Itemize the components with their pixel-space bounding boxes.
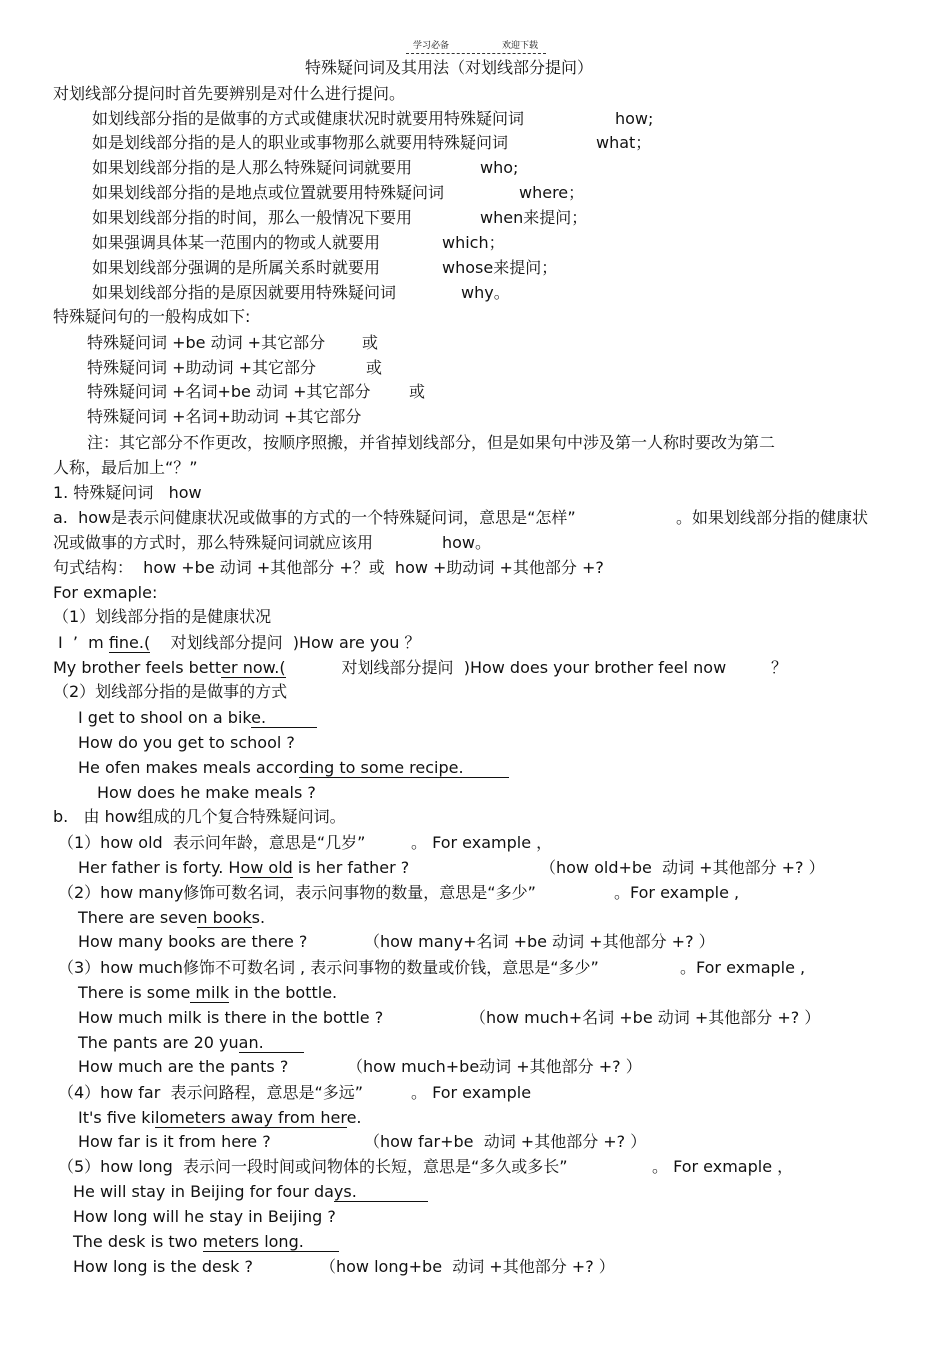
item-head: （5）how long 表示问一段时间或问物体的长短，意思是“多久或多长” [58, 1157, 568, 1176]
underlined-part: ding to some recipe. [299, 758, 510, 777]
page-title: 特殊疑问词及其用法（对划线部分提问） [305, 58, 594, 77]
formula: （how many+名词 +be 动词 +其他部分 +? ） [364, 932, 715, 951]
example-question: How many books are there ? [78, 932, 308, 951]
structure-line: 特殊疑问词 +名词+be 动词 +其它部分 [87, 382, 371, 401]
underlined-part: n book [197, 908, 252, 927]
section-title: 1. 特殊疑问词 how [53, 483, 202, 502]
structure-line: 特殊疑问词 +名词+助动词 +其它部分 [87, 407, 362, 426]
header-right: 欢迎下载 [502, 41, 539, 51]
item-head: （2）how many修饰可数名词，表示问事物的数量，意思是“多少” [58, 883, 536, 902]
paragraph-line: 况或做事的方式时，那么特殊疑问词就应该用 [53, 533, 374, 552]
example-sentence: The pants are 20 yuan. [78, 1033, 305, 1052]
underlined-part: er now.( [221, 658, 286, 677]
rule-word: whose来提问； [442, 258, 558, 277]
rule-word: what； [596, 133, 652, 152]
example-sentence: There are seven books. [78, 908, 266, 927]
item-head: （4）how far 表示问路程，意思是“多远” [58, 1083, 364, 1102]
example-sentence: I ’ m fine.( 对划线部分提问 )How are you ？ [58, 633, 421, 652]
example-sentence: Her father is forty. How old is her father ? [78, 858, 410, 877]
structure-line: 特殊疑问词 +助动词 +其它部分 [87, 358, 316, 377]
paragraph-line: a. how是表示问健康状况或做事的方式的一个特殊疑问词，意思是“怎样” [53, 508, 576, 527]
intro-text: 对划线部分提问时首先要辨别是对什么进行提问。 [53, 84, 406, 103]
note-line: 注：其它部分不作更改，按顺序照搬，并省掉划线部分，但是如果句中涉及第一人称时要改为第二 [87, 433, 776, 452]
structure-or: 或 [362, 333, 379, 352]
rule-line: 如果划线部分指的是原因就要用特殊疑问词 [92, 283, 397, 302]
example-label: For exmaple: [53, 583, 158, 602]
formula: （how long+be 动词 +其他部分 +? ） [320, 1257, 615, 1276]
formula: （how old+be 动词 +其他部分 +? ） [540, 858, 825, 877]
structure-heading: 特殊疑问句的一般构成如下: [53, 307, 251, 326]
rule-line: 如果划线部分指的时间，那么一般情况下要用 [92, 208, 413, 227]
example-sentence: He ofen makes meals according to some recipe. [78, 758, 510, 777]
rule-word: how; [615, 109, 654, 128]
formula: （how much+名词 +be 动词 +其他部分 +? ） [470, 1008, 821, 1027]
rule-word: which； [442, 233, 505, 252]
case-title: （2）划线部分指的是做事的方式 [53, 682, 288, 701]
example-sentence: The desk is two meters long. [73, 1232, 340, 1251]
item-tail: 。 For example ， [411, 833, 553, 852]
example-sentence: He will stay in Beijing for four days. [73, 1182, 429, 1201]
structure-or: 或 [366, 358, 383, 377]
paragraph-line: how。 [442, 533, 492, 552]
structure-or: 或 [409, 382, 426, 401]
underlined-part: ys. [333, 1182, 429, 1201]
paragraph-line: 。如果划线部分指的健康状 [676, 508, 869, 527]
header-left: 学习必备 [413, 41, 450, 51]
item-tail: 。For exmaple , [680, 958, 806, 977]
formula: （how much+be动词 +其他部分 +? ） [347, 1057, 642, 1076]
underlined-part: fine.( [108, 633, 151, 652]
example-question: How long will he stay in Beijing ? [73, 1207, 336, 1226]
rule-word: when来提问； [480, 208, 588, 227]
example-sentence: I get to shool on a bike. [78, 708, 317, 727]
case-title: （1）划线部分指的是健康状况 [53, 607, 272, 626]
item-head: （3）how much修饰不可数名词 , 表示问事物的数量或价钱，意思是“多少” [58, 958, 599, 977]
structure-line: 特殊疑问词 +be 动词 +其它部分 [87, 333, 326, 352]
example-question: How do you get to school ? [78, 733, 295, 752]
underlined-part: an. [238, 1033, 305, 1052]
underlined-part: lometers away from her [155, 1108, 347, 1127]
underlined-part: meters long. [202, 1232, 340, 1251]
rule-line: 如果划线部分指的是人那么特殊疑问词就要用 [92, 158, 413, 177]
example-sentence: My brother feels better now.( 对划线部分提问 )How does your brother feel now [53, 658, 727, 677]
section-title: b. 由 how组成的几个复合特殊疑问词。 [53, 807, 346, 826]
question-mark: ？ [771, 658, 788, 677]
header-rule [406, 53, 546, 54]
example-question: How much are the pants ? [78, 1057, 289, 1076]
example-question: How long is the desk ? [73, 1257, 253, 1276]
underlined-part: milk [190, 983, 230, 1002]
formula: （how far+be 动词 +其他部分 +? ） [364, 1132, 647, 1151]
rule-word: why。 [461, 283, 510, 302]
item-tail: 。 For example [411, 1083, 532, 1102]
underlined-part: e. [251, 708, 317, 727]
underlined-part: ow old [240, 858, 293, 877]
example-question: How does he make meals ? [97, 783, 316, 802]
example-sentence: There is some milk in the bottle. [78, 983, 338, 1002]
item-tail: 。 For exmaple ， [652, 1157, 794, 1176]
rule-line: 如果划线部分指的是地点或位置就要用特殊疑问词 [92, 183, 445, 202]
rule-line: 如是划线部分指的是人的职业或事物那么就要用特殊疑问词 [92, 133, 509, 152]
item-tail: 。For example , [614, 883, 740, 902]
rule-line: 如划线部分指的是做事的方式或健康状况时就要用特殊疑问词 [92, 109, 525, 128]
rule-word: who; [480, 158, 519, 177]
rule-line: 如果强调具体某一范围内的物或人就要用 [92, 233, 381, 252]
note-line: 人称，最后加上“？” [53, 458, 198, 477]
example-question: How much milk is there in the bottle ? [78, 1008, 384, 1027]
example-question: How far is it from here ? [78, 1132, 271, 1151]
item-head: （1）how old 表示问年龄，意思是“几岁” [58, 833, 366, 852]
rule-line: 如果划线部分强调的是所属关系时就要用 [92, 258, 381, 277]
example-sentence: It's five kilometers away from here. [78, 1108, 362, 1127]
pattern-line: 句式结构： how +be 动词 +其他部分 +？或 how +助动词 +其他部分 +? [53, 558, 604, 577]
rule-word: where； [519, 183, 585, 202]
